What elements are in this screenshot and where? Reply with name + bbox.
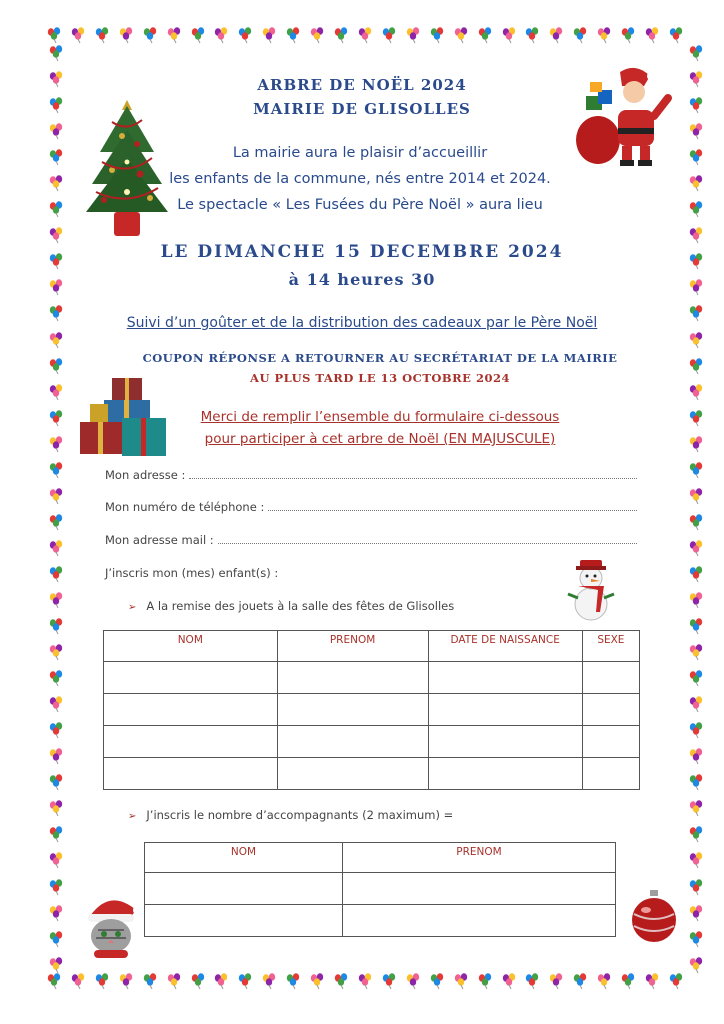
table-cell[interactable] (104, 758, 278, 790)
table-row[interactable] (104, 726, 640, 758)
balloon-icon (142, 972, 160, 990)
balloon-icon (572, 26, 590, 44)
table-cell[interactable] (582, 662, 639, 694)
balloon-icon (237, 972, 255, 990)
balloon-icon (48, 44, 66, 62)
balloon-icon (688, 461, 706, 479)
balloon-icon (688, 487, 706, 505)
balloon-icon (548, 972, 566, 990)
table-cell[interactable] (582, 758, 639, 790)
bullet-toys (128, 599, 454, 613)
col-nom: NOM (104, 631, 278, 662)
balloon-icon (688, 513, 706, 531)
table-cell[interactable] (277, 726, 428, 758)
balloon-icon (620, 26, 638, 44)
balloon-icon (213, 972, 231, 990)
balloon-icon (688, 799, 706, 817)
intro-line-1: La mairie aura le plaisir d’accueillir (232, 145, 488, 161)
col-nom: NOM (145, 843, 343, 873)
balloon-icon (309, 972, 327, 990)
balloon-icon (48, 669, 66, 687)
balloon-icon (48, 825, 66, 843)
table-cell[interactable] (104, 694, 278, 726)
email-label: Mon adresse mail : (105, 533, 214, 547)
balloon-icon (688, 617, 706, 635)
balloon-icon (46, 26, 64, 44)
balloon-icon (453, 972, 471, 990)
event-followup: Suivi d’un goûter et de la distribution des cadeaux par le Père Noël (126, 315, 598, 331)
balloon-icon (381, 26, 399, 44)
balloon-icon (261, 972, 279, 990)
table-cell[interactable] (428, 758, 582, 790)
balloon-icon (285, 26, 303, 44)
balloon-icon (688, 773, 706, 791)
balloon-icon (644, 26, 662, 44)
balloon-icon (237, 26, 255, 44)
balloon-icon (261, 26, 279, 44)
table-cell[interactable] (428, 694, 582, 726)
balloon-icon (48, 878, 66, 896)
balloon-icon (94, 972, 112, 990)
balloon-icon (309, 26, 327, 44)
balloon-icon (596, 26, 614, 44)
balloon-icon (688, 669, 706, 687)
balloon-border-top (46, 24, 686, 46)
snowman-icon (560, 554, 622, 624)
event-date: LE DIMANCHE 15 DECEMBRE 2024 (160, 242, 564, 262)
balloon-icon (477, 972, 495, 990)
balloon-icon (688, 930, 706, 948)
balloon-icon (46, 972, 64, 990)
balloon-icon (688, 148, 706, 166)
balloon-icon (688, 409, 706, 427)
table-cell[interactable] (145, 873, 343, 905)
balloon-icon (688, 539, 706, 557)
balloon-icon (48, 721, 66, 739)
balloon-icon (668, 26, 686, 44)
balloon-border-bottom (46, 970, 686, 992)
coupon-deadline: AU PLUS TARD LE 13 OCTOBRE 2024 (250, 371, 510, 385)
balloon-icon (357, 972, 375, 990)
balloon-icon (688, 956, 706, 974)
christmas-ornament-icon (628, 888, 680, 946)
phone-input-line[interactable] (268, 500, 637, 511)
table-cell[interactable] (342, 905, 615, 937)
balloon-border-left (46, 44, 68, 974)
children-table-header (104, 631, 640, 662)
balloon-icon (166, 26, 184, 44)
balloon-icon (48, 773, 66, 791)
balloon-icon (48, 513, 66, 531)
balloon-icon (688, 565, 706, 583)
balloon-icon (48, 174, 66, 192)
companions-table (144, 842, 616, 937)
balloon-icon (190, 26, 208, 44)
balloon-icon (688, 591, 706, 609)
balloon-icon (70, 972, 88, 990)
balloon-icon (48, 617, 66, 635)
bullet-companions (128, 808, 453, 822)
balloon-icon (688, 357, 706, 375)
balloon-icon (501, 972, 519, 990)
balloon-icon (48, 357, 66, 375)
balloon-icon (477, 26, 495, 44)
balloon-icon (688, 851, 706, 869)
table-cell[interactable] (277, 662, 428, 694)
balloon-icon (688, 747, 706, 765)
balloon-icon (381, 972, 399, 990)
balloon-icon (213, 26, 231, 44)
balloon-icon (688, 721, 706, 739)
balloon-icon (48, 799, 66, 817)
table-cell[interactable] (104, 662, 278, 694)
balloon-icon (48, 383, 66, 401)
balloon-icon (688, 878, 706, 896)
cat-santa-hat-icon (80, 890, 146, 962)
coupon-heading: COUPON RÉPONSE A RETOURNER AU SECRÉTARIAT DE LA MAIRIE (142, 351, 618, 365)
table-cell[interactable] (277, 758, 428, 790)
balloon-icon (48, 331, 66, 349)
balloon-icon (688, 44, 706, 62)
balloon-icon (48, 695, 66, 713)
email-input-line[interactable] (218, 533, 637, 544)
phone-label: Mon numéro de téléphone : (105, 500, 265, 514)
balloon-icon (572, 972, 590, 990)
balloon-icon (524, 972, 542, 990)
col-sexe: SEXE (582, 631, 639, 662)
balloon-icon (48, 643, 66, 661)
balloon-icon (48, 591, 66, 609)
balloon-icon (688, 174, 706, 192)
table-row[interactable] (145, 873, 616, 905)
balloon-icon (285, 972, 303, 990)
balloon-icon (501, 26, 519, 44)
balloon-icon (357, 26, 375, 44)
table-row[interactable] (104, 694, 640, 726)
bullet-companions-text: J’inscris le nombre d’accompagnants (2 maximum) = (146, 808, 454, 822)
address-input-line[interactable] (189, 468, 637, 479)
balloon-icon (688, 695, 706, 713)
balloon-icon (48, 409, 66, 427)
balloon-icon (333, 26, 351, 44)
balloon-icon (668, 972, 686, 990)
table-cell[interactable] (428, 726, 582, 758)
balloon-icon (688, 825, 706, 843)
balloon-icon (48, 487, 66, 505)
balloon-icon (405, 26, 423, 44)
balloon-icon (48, 122, 66, 140)
balloon-icon (548, 26, 566, 44)
instructions-line-2: pour participer à cet arbre de Noël (EN MAJUSCULE) (204, 431, 556, 447)
balloon-icon (94, 26, 112, 44)
balloon-icon (688, 200, 706, 218)
event-time: à 14 heures 30 (288, 270, 436, 289)
balloon-icon (118, 26, 136, 44)
balloon-border-right (686, 44, 708, 974)
table-row[interactable] (104, 758, 640, 790)
table-cell[interactable] (145, 905, 343, 937)
table-row[interactable] (104, 662, 640, 694)
balloon-icon (688, 643, 706, 661)
table-cell[interactable] (582, 694, 639, 726)
page-title: ARBRE DE NOËL 2024 (257, 76, 467, 94)
balloon-icon (70, 26, 88, 44)
balloon-icon (429, 972, 447, 990)
balloon-icon (405, 972, 423, 990)
balloon-icon (644, 972, 662, 990)
col-prenom: PRENOM (277, 631, 428, 662)
address-label: Mon adresse : (105, 468, 186, 482)
children-intro: J’inscris mon (mes) enfant(s) : (105, 566, 279, 580)
col-prenom: PRENOM (342, 843, 615, 873)
col-date-naissance: DATE DE NAISSANCE (428, 631, 582, 662)
gift-boxes-icon (78, 374, 170, 462)
phone-field[interactable] (105, 500, 637, 514)
table-cell[interactable] (428, 662, 582, 694)
instructions-line-1: Merci de remplir l’ensemble du formulaire ci-dessous (200, 409, 560, 425)
balloon-icon (48, 461, 66, 479)
balloon-icon (190, 972, 208, 990)
arrow-bullet-icon: ➢ (128, 602, 137, 613)
address-field[interactable] (105, 468, 637, 482)
balloon-icon (333, 972, 351, 990)
balloon-icon (48, 956, 66, 974)
table-row[interactable] (145, 905, 616, 937)
balloon-icon (688, 122, 706, 140)
balloon-icon (688, 904, 706, 922)
page-subtitle: MAIRIE DE GLISOLLES (253, 100, 471, 118)
arrow-bullet-icon: ➢ (128, 811, 137, 822)
balloon-icon (48, 565, 66, 583)
balloon-icon (142, 26, 160, 44)
balloon-icon (524, 26, 542, 44)
table-cell[interactable] (342, 873, 615, 905)
intro-line-3: Le spectacle « Les Fusées du Père Noël » aura lieu (177, 197, 543, 213)
balloon-icon (688, 331, 706, 349)
balloon-icon (620, 972, 638, 990)
balloon-icon (118, 972, 136, 990)
bullet-toys-text: A la remise des jouets à la salle des fêtes de Glisolles (146, 599, 455, 613)
children-table (103, 630, 640, 790)
balloon-icon (166, 972, 184, 990)
table-cell[interactable] (104, 726, 278, 758)
balloon-icon (48, 930, 66, 948)
email-field[interactable] (105, 533, 637, 547)
balloon-icon (688, 383, 706, 401)
balloon-icon (596, 972, 614, 990)
balloon-icon (48, 539, 66, 557)
balloon-icon (48, 851, 66, 869)
table-cell[interactable] (582, 726, 639, 758)
balloon-icon (48, 200, 66, 218)
table-cell[interactable] (277, 694, 428, 726)
balloon-icon (48, 435, 66, 453)
balloon-icon (48, 148, 66, 166)
balloon-icon (453, 26, 471, 44)
companions-table-header (145, 843, 616, 873)
balloon-icon (688, 435, 706, 453)
balloon-icon (48, 747, 66, 765)
balloon-icon (48, 904, 66, 922)
balloon-icon (429, 26, 447, 44)
intro-line-2: les enfants de la commune, nés entre 2014 et 2024. (169, 171, 551, 187)
